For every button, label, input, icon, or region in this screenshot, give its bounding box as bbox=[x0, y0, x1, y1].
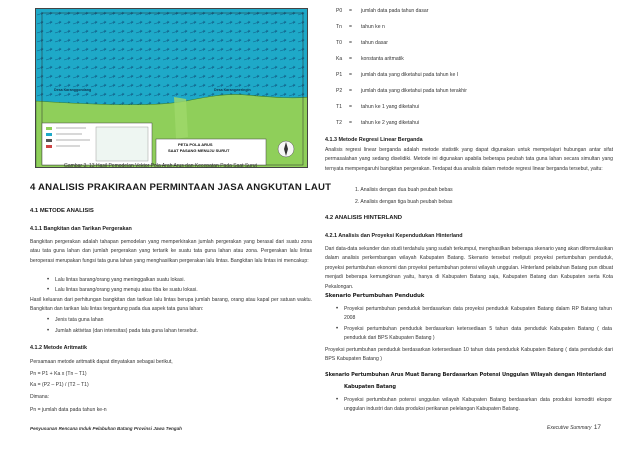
definition-row: T2 = tahun ke 2 yang diketahui bbox=[336, 120, 420, 126]
skenario-penduduk-heading: Skenario Pertumbuhan Penduduk bbox=[325, 293, 425, 299]
definition-row: P2 = jumlah data yang diketahui pada tahun terakhir bbox=[336, 88, 467, 94]
skenario-arus-muat-heading: Skenario Pertumbuhan Arus Muat Barang Berdasarkan Potensi Unggulan Wilayah dengan Hinterland bbox=[325, 372, 607, 378]
bullet-lalu-lintas-2: • Lalu lintas barang/orang yang menuju atau tiba ke suatu lokasi. bbox=[55, 287, 198, 294]
section-4-1-2-heading: 4.1.2 Metode Aritmatik bbox=[30, 345, 88, 351]
definition-row: T0 = tahun dasar bbox=[336, 40, 388, 46]
chapter-title: 4 ANALISIS PRAKIRAAN PERMINTAAN JASA ANGKUTAN LAUT bbox=[30, 182, 332, 193]
map-title-line1: PETA POLA ARUS bbox=[178, 142, 213, 147]
definition-row: Tn = tahun ke n bbox=[336, 24, 385, 30]
paragraph-proyeksi-10tahun: Proyeksi pertumbuhan penduduk berdasarkan ketersediaan 10 tahun data penduduk Kabupaten Batang ( data penduduk dari BPS Kabupaten Batang ) bbox=[325, 347, 613, 363]
bullet-proyeksi-5tahun: • Proyeksi pertumbuhan penduduk berdasarkan ketersediaan 5 tahun data penduduk Kabupaten Batang ( data penduduk dari BPS Kabupaten Batang ) bbox=[344, 325, 612, 344]
current-vector-map bbox=[35, 8, 308, 168]
bullet-tata-guna-2: • Jumlah aktivitas (dan intensitas) pada tata guna lahan tersebut. bbox=[55, 328, 198, 335]
section-4-1-heading: 4.1 METODE ANALISIS bbox=[30, 208, 94, 214]
numbered-item-2: 2. Analisis dengan tiga buah peubah bebas bbox=[355, 199, 453, 205]
paragraph-hasil-keluaran: Hasil keluaran dari perhitungan bangkitan dan tarikan lalu lintas berupa jumlah barang, orang atau kapal per satuan waktu. Bangkitan dan tarikan lalu lintas tergantung pada dua aspek tata guna lahan: bbox=[30, 297, 312, 313]
equation-ka: Ka = (P2 – P1) / (T2 – T1) bbox=[30, 382, 89, 388]
section-4-2-1-heading: 4.2.1 Analisis dan Proyeksi Kependudukan Hinterland bbox=[325, 233, 463, 239]
paragraph-regresi: Analisis regresi linear berganda adalah metode statistik yang dapat digunakan untuk mempelajari hubungan antar sifat permasalahan yang sedang diselidiki. Metode ini digunakan apabila beberapa peubah tata guna lahan secara simultan yang ternyata mempengaruhi bangkitan pergerakan. Terdapat dua analisis dalam metode regresi linear berganda tersebut, yaitu: bbox=[325, 147, 613, 172]
bullet-lalu-lintas-1: • Lalu lintas barang/orang yang meninggalkan suatu lokasi. bbox=[55, 277, 185, 284]
equation-pn: Pn = P1 + Ka x (Tn – T1) bbox=[30, 371, 87, 377]
bullet-tata-guna-1: • Jenis tata guna lahan bbox=[55, 317, 103, 324]
map-place-label-west: Desa Karanggondang bbox=[54, 88, 92, 92]
numbered-item-1: 1. Analisis dengan dua buah peubah bebas bbox=[355, 187, 453, 193]
definition-row: P0 = jumlah data pada tahun dasar bbox=[336, 8, 429, 14]
bullet-potensi-unggulan: • Proyeksi pertumbuhan potensi unggulan wilayah Kabupaten Batang berdasarkan data produksi komoditi ekspor unggulan industri dan data produksi perikanan pelelangan Kabupaten Batang. bbox=[344, 396, 612, 415]
definition-row: P1 = jumlah data yang diketahui pada tahun ke I bbox=[336, 72, 459, 78]
paragraph-bangkitan: Bangkitan pergerakan adalah tahapan pemodelan yang memperkirakan jumlah pergerakan yang berasal dari suatu zona atau tata guna lahan dan jumlah pergerakan yang tertarik ke suatu tata guna lahan atau zona. Pergerakan lalu lintas beroperasi merupakan fungsi tata guna lahan yang menghasilkan pergerakan lalu lintas. Bangkitan lalu lintas ini mencakup: bbox=[30, 239, 312, 264]
map-title-line2: SAAT PASANG MENUJU SURUT bbox=[168, 148, 230, 153]
paragraph-hinterland: Dari data-data sekunder dan studi terdahulu yang sudah terkumpul, menghasilkan beberapa skenario yang akan diformulasikan dalam analisis perkembangan wilayah Kabupaten Batang. Skenario tersebut meliputi proyeksi pertumbuhan penduduk, proyeksi pertumbuhan ekonomi dan proyeksi pertumbuhan potensi wilayah unggulan. Hinterland pelabuhan Batang pun dibuat menjadi beberapa kemungkinan yaitu, hanya di Kabupaten Batang saja, Kabupaten Batang dan Kabupaten serta Kota Pekalongan. bbox=[325, 246, 613, 290]
footer-executive-summary: Executive Summary bbox=[547, 425, 592, 431]
section-4-1-3-heading: 4.1.3 Metode Regresi Linear Berganda bbox=[325, 137, 423, 143]
paragraph-aritmatik: Persamaan metode aritmatik dapat dinyatakan sebagai berikut, bbox=[30, 359, 173, 365]
map-place-label-east: Desa Karangweringin bbox=[214, 88, 251, 92]
skenario-arus-muat-subheading: Kabupaten Batang bbox=[344, 384, 396, 390]
section-4-1-1-heading: 4.1.1 Bangkitan dan Tarikan Pergerakan bbox=[30, 226, 132, 232]
definition-row: T1 = tahun ke 1 yang diketahui bbox=[336, 104, 420, 110]
definition-row: Ka = konstanta aritmatik bbox=[336, 56, 404, 62]
footer-page-number: 17 bbox=[593, 424, 601, 431]
bullet-proyeksi-rp: • Proyeksi pertumbuhan penduduk berdasarkan data proyeksi penduduk Kabupaten Batang dalam RP Batang tahun 2008 bbox=[344, 305, 612, 324]
definition-pn: Pn = jumlah data pada tahun ke-n bbox=[30, 407, 107, 413]
section-4-2-heading: 4.2 ANALISIS HINTERLAND bbox=[325, 215, 403, 221]
footer-section-label bbox=[547, 424, 601, 431]
footer-document-title: Penyusunan Rencana Induk Pelabuhan Batang Provinsi Jawa Tengah bbox=[30, 426, 182, 431]
figure-caption: Gambar 3. 13 Hasil Pemodelan Vektor Pola Arah Arus dan Kecepatan Pada Saat Surut bbox=[64, 163, 257, 169]
dimana-label: Dimana: bbox=[30, 394, 49, 400]
